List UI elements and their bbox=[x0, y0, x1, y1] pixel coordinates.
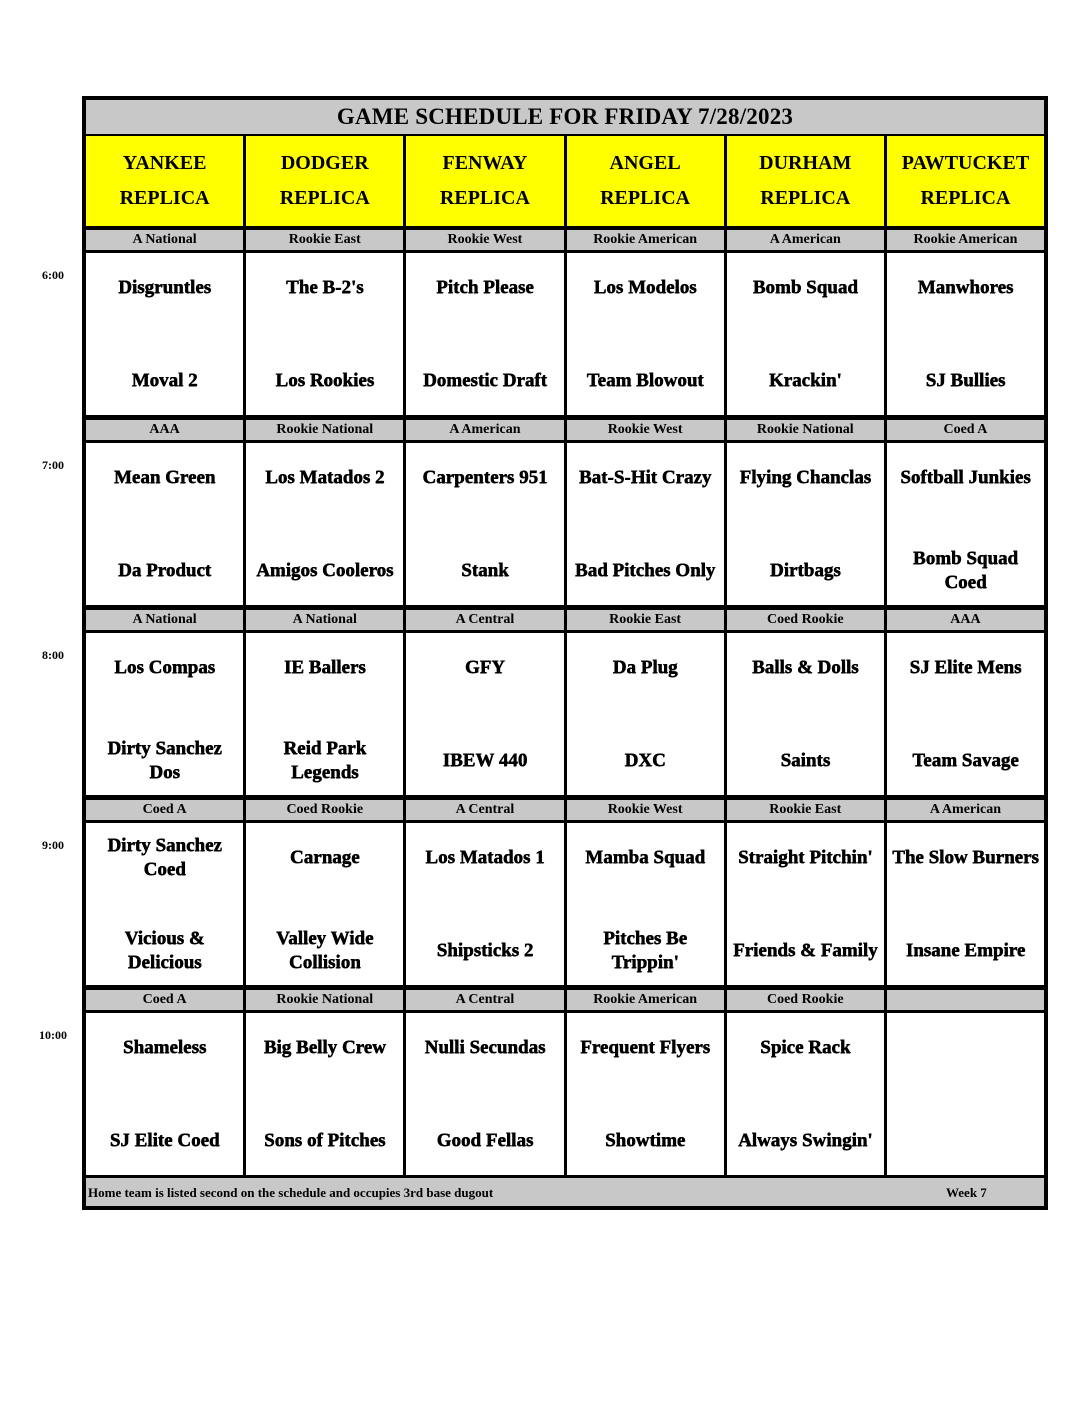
home-team: Moval 2 bbox=[131, 369, 198, 391]
field-header-row bbox=[86, 136, 1044, 226]
away-team: Mamba Squad bbox=[585, 846, 706, 868]
home-team: Krackin' bbox=[768, 369, 842, 391]
home-team: Domestic Draft bbox=[422, 369, 547, 391]
away-team: Balls & Dolls bbox=[751, 656, 859, 678]
home-team: Pitches Be Trippin' bbox=[603, 927, 688, 973]
time-slot-label: 10:00 bbox=[39, 1028, 67, 1042]
division-label: Rookie East bbox=[246, 230, 403, 250]
away-team: Mean Green bbox=[113, 466, 216, 488]
away-team: Los Matados 1 bbox=[425, 846, 545, 868]
schedule-title: GAME SCHEDULE FOR FRIDAY 7/28/2023 bbox=[86, 100, 1044, 134]
game-row bbox=[86, 1013, 1044, 1175]
field-name: YANKEE bbox=[122, 152, 207, 174]
field-subtitle: REPLICA bbox=[600, 187, 691, 209]
home-team: SJ Elite Coed bbox=[109, 1129, 220, 1151]
division-label: Rookie West bbox=[567, 800, 724, 820]
division-label: Rookie National bbox=[246, 990, 403, 1010]
game-cell bbox=[727, 823, 884, 985]
field-name: PAWTUCKET bbox=[901, 152, 1030, 174]
home-team: SJ Bullies bbox=[925, 369, 1006, 391]
home-team: IBEW 440 bbox=[442, 749, 528, 771]
time-slot-label: 8:00 bbox=[42, 648, 64, 662]
away-team: Disgruntles bbox=[118, 276, 212, 298]
home-team: Dirty Sanchez Dos bbox=[107, 737, 222, 783]
game-cell bbox=[246, 633, 403, 795]
home-team: Vicious & Delicious bbox=[124, 927, 205, 973]
game-cell bbox=[887, 633, 1044, 795]
home-team: Team Savage bbox=[912, 749, 1019, 771]
division-label: Coed A bbox=[86, 990, 243, 1010]
field-header bbox=[406, 136, 563, 226]
home-team: Saints bbox=[780, 749, 831, 771]
home-team: Bad Pitches Only bbox=[574, 559, 716, 581]
division-label: Coed Rookie bbox=[727, 990, 884, 1010]
away-team: Softball Junkies bbox=[900, 466, 1031, 488]
game-cell bbox=[727, 443, 884, 605]
division-label: AAA bbox=[887, 610, 1044, 630]
field-subtitle: REPLICA bbox=[439, 187, 530, 209]
game-cell bbox=[246, 443, 403, 605]
away-team: Los Compas bbox=[114, 656, 215, 678]
division-label: Rookie National bbox=[727, 420, 884, 440]
game-cell bbox=[567, 253, 724, 415]
away-team: Nulli Secundas bbox=[424, 1036, 546, 1058]
away-team: Los Modelos bbox=[593, 276, 697, 298]
home-team: Team Blowout bbox=[586, 369, 704, 391]
time-slot-label: 6:00 bbox=[42, 268, 64, 282]
division-label: A American bbox=[887, 800, 1044, 820]
division-row bbox=[86, 610, 1044, 630]
away-team: IE Ballers bbox=[283, 656, 366, 678]
game-cell bbox=[406, 443, 563, 605]
away-team: Los Matados 2 bbox=[265, 466, 385, 488]
division-row bbox=[86, 230, 1044, 250]
home-team: Always Swingin' bbox=[737, 1129, 873, 1151]
home-team: Bomb Squad Coed bbox=[912, 547, 1018, 593]
time-slot-label: 9:00 bbox=[42, 838, 64, 852]
division-label: A Central bbox=[406, 990, 563, 1010]
division-label: A National bbox=[86, 230, 243, 250]
away-team: Pitch Please bbox=[436, 276, 534, 298]
game-row bbox=[86, 823, 1044, 985]
away-team: Big Belly Crew bbox=[263, 1036, 386, 1058]
field-subtitle: REPLICA bbox=[279, 187, 370, 209]
division-label: Rookie East bbox=[727, 800, 884, 820]
away-team: Frequent Flyers bbox=[580, 1036, 711, 1058]
away-team: The B-2's bbox=[285, 276, 364, 298]
home-team: Dirtbags bbox=[769, 559, 841, 581]
footer-bar bbox=[86, 1178, 1044, 1206]
field-name: FENWAY bbox=[442, 152, 528, 174]
game-cell bbox=[887, 823, 1044, 985]
game-cell bbox=[887, 1013, 1044, 1175]
away-team: Shameless bbox=[122, 1036, 207, 1058]
field-header bbox=[86, 136, 243, 226]
away-team: Flying Chanclas bbox=[739, 466, 871, 488]
field-name: ANGEL bbox=[609, 152, 681, 174]
game-cell bbox=[406, 823, 563, 985]
field-name: DURHAM bbox=[759, 152, 852, 174]
division-label: A Central bbox=[406, 800, 563, 820]
game-cell bbox=[86, 443, 243, 605]
away-team: Carnage bbox=[289, 846, 360, 868]
division-label: Rookie American bbox=[567, 230, 724, 250]
game-cell bbox=[406, 1013, 563, 1175]
home-team: Friends & Family bbox=[732, 939, 878, 961]
field-header bbox=[727, 136, 884, 226]
game-row bbox=[86, 633, 1044, 795]
away-team: Carpenters 951 bbox=[422, 466, 548, 488]
field-subtitle: REPLICA bbox=[119, 187, 210, 209]
away-team: The Slow Burners bbox=[892, 846, 1039, 868]
time-slot-label: 7:00 bbox=[42, 458, 64, 472]
away-team bbox=[887, 1013, 1044, 1094]
game-cell bbox=[887, 253, 1044, 415]
game-row bbox=[86, 253, 1044, 415]
game-cell bbox=[567, 823, 724, 985]
division-label: Rookie American bbox=[887, 230, 1044, 250]
schedule-table bbox=[82, 96, 1048, 1210]
home-team: Amigos Cooleros bbox=[256, 559, 394, 581]
field-subtitle: REPLICA bbox=[760, 187, 851, 209]
away-team: Bat-S-Hit Crazy bbox=[578, 466, 712, 488]
home-team: Los Rookies bbox=[275, 369, 375, 391]
game-cell bbox=[567, 633, 724, 795]
home-team: Stank bbox=[461, 559, 509, 581]
division-label: Coed Rookie bbox=[246, 800, 403, 820]
home-team-note: Home team is listed second on the schedule and occupies 3rd base dugout bbox=[88, 1185, 494, 1200]
division-row bbox=[86, 990, 1044, 1010]
field-header bbox=[567, 136, 724, 226]
game-cell bbox=[406, 633, 563, 795]
home-team: Shipsticks 2 bbox=[436, 939, 534, 961]
field-subtitle: REPLICA bbox=[920, 187, 1011, 209]
game-cell bbox=[86, 633, 243, 795]
division-label: Rookie West bbox=[567, 420, 724, 440]
division-label: Coed A bbox=[86, 800, 243, 820]
home-team: Showtime bbox=[604, 1129, 686, 1151]
division-label: Coed Rookie bbox=[727, 610, 884, 630]
division-label: Coed A bbox=[887, 420, 1044, 440]
division-label: A National bbox=[246, 610, 403, 630]
division-label: Rookie American bbox=[567, 990, 724, 1010]
field-header bbox=[246, 136, 403, 226]
home-team: Da Product bbox=[118, 559, 212, 581]
division-label: A American bbox=[727, 230, 884, 250]
game-cell bbox=[727, 1013, 884, 1175]
home-team: Sons of Pitches bbox=[264, 1129, 386, 1151]
game-cell bbox=[86, 823, 243, 985]
away-team: Spice Rack bbox=[760, 1036, 851, 1058]
away-team: Bomb Squad bbox=[752, 276, 858, 298]
game-cell bbox=[727, 633, 884, 795]
away-team: Manwhores bbox=[917, 276, 1014, 298]
game-cell bbox=[567, 443, 724, 605]
division-label: Rookie West bbox=[406, 230, 563, 250]
division-label bbox=[887, 990, 1044, 1010]
game-cell bbox=[246, 253, 403, 415]
division-label: AAA bbox=[86, 420, 243, 440]
home-team: Insane Empire bbox=[905, 939, 1026, 961]
game-cell bbox=[406, 253, 563, 415]
away-team: Da Plug bbox=[612, 656, 678, 678]
game-cell bbox=[86, 1013, 243, 1175]
away-team: Straight Pitchin' bbox=[737, 846, 873, 868]
home-team: Valley Wide Collision bbox=[276, 927, 374, 973]
game-cell bbox=[567, 1013, 724, 1175]
week-label: Week 7 bbox=[946, 1185, 987, 1200]
game-cell bbox=[246, 823, 403, 985]
home-team: Good Fellas bbox=[436, 1129, 534, 1151]
away-team: SJ Elite Mens bbox=[909, 656, 1022, 678]
division-label: A American bbox=[406, 420, 563, 440]
division-row bbox=[86, 420, 1044, 440]
game-cell bbox=[86, 253, 243, 415]
field-header bbox=[887, 136, 1044, 226]
home-team: Reid Park Legends bbox=[283, 737, 367, 783]
division-row bbox=[86, 800, 1044, 820]
game-cell bbox=[727, 253, 884, 415]
division-label: Rookie East bbox=[567, 610, 724, 630]
division-label: Rookie National bbox=[246, 420, 403, 440]
home-team bbox=[887, 1094, 1044, 1175]
division-label: A Central bbox=[406, 610, 563, 630]
division-label: A National bbox=[86, 610, 243, 630]
game-row bbox=[86, 443, 1044, 605]
game-cell bbox=[246, 1013, 403, 1175]
home-team: DXC bbox=[624, 749, 666, 771]
away-team: GFY bbox=[464, 656, 505, 678]
away-team: Dirty Sanchez Coed bbox=[107, 834, 222, 880]
field-name: DODGER bbox=[280, 152, 369, 174]
game-cell bbox=[887, 443, 1044, 605]
